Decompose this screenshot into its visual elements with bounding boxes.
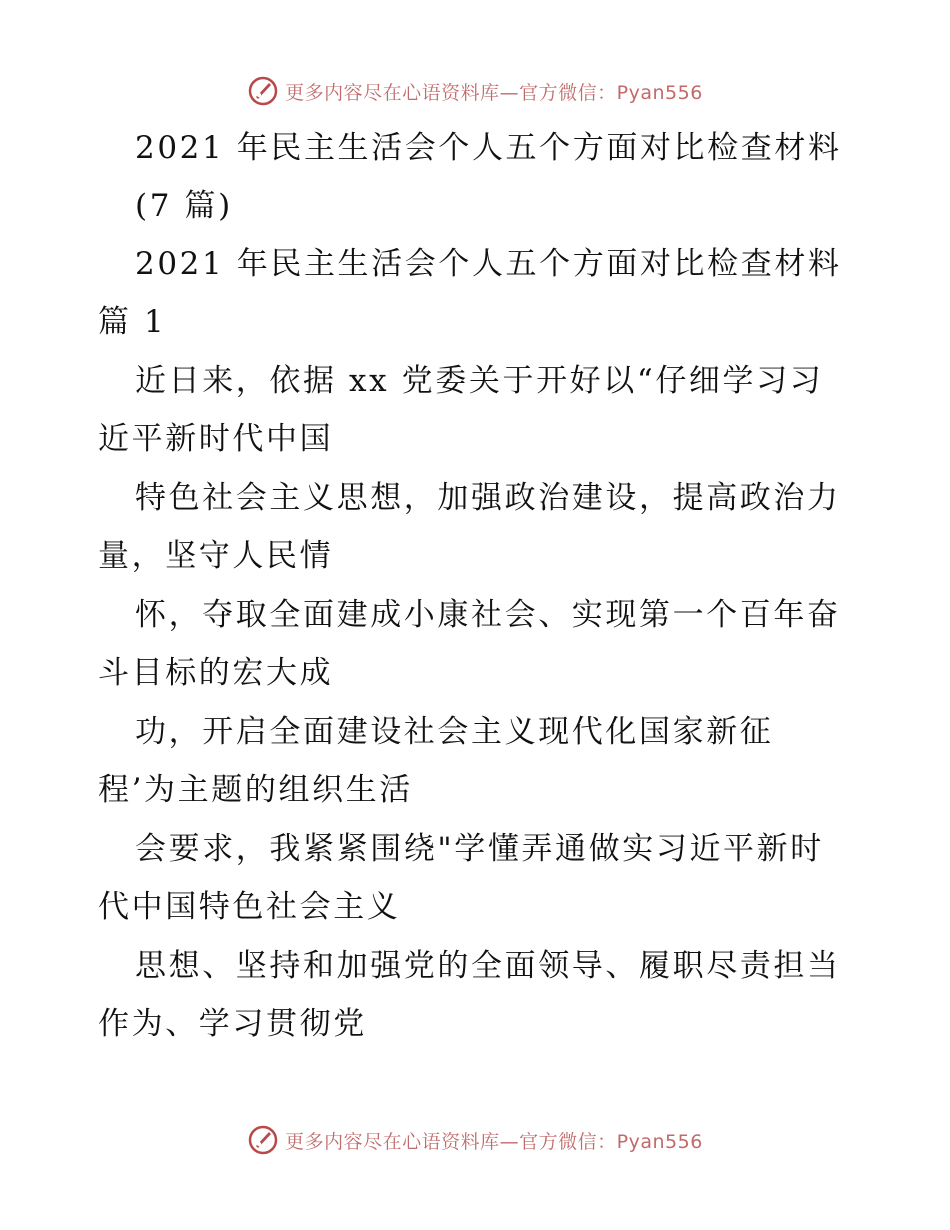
quill-seal-icon [247,1124,279,1156]
watermark-text: 更多内容尽在心语资料库—官方微信：Pyan556 [285,81,703,104]
paragraph-line: 特色社会主义思想，加强政治建设，提高政治力 [135,480,841,516]
watermark-text: 更多内容尽在心语资料库—官方微信：Pyan556 [285,1130,703,1153]
paragraph-line: 思想、坚持和加强党的全面领导、履职尽责担当 [135,948,841,984]
section-title-line-2: 篇 1 [98,304,167,340]
paragraph-line: 作为、学习贯彻党 [98,1006,367,1042]
paragraph-line: 功，开启全面建设社会主义现代化国家新征 [135,714,774,750]
paragraph-line: 近日来，依据 xx 党委关于开好以“仔细学习习 [135,363,824,399]
footer-watermark [0,1120,950,1160]
paragraph-line: 代中国特色社会主义 [98,889,401,925]
paragraph-line: 程’为主题的组织生活 [98,772,413,808]
doc-title-line-1: 2021 年民主生活会个人五个方面对比检查材料 [135,130,842,166]
paragraph-line: 量，坚守人民情 [98,538,334,574]
paragraph-line: 怀，夺取全面建成小康社会、实现第一个百年奋 [135,597,841,633]
paragraph-line: 近平新时代中国 [98,421,334,457]
paragraph-line: 斗目标的宏大成 [98,655,334,691]
paragraph-line: 会要求，我紧紧围绕"学懂弄通做实习近平新时 [135,831,824,867]
section-title-line-1: 2021 年民主生活会个人五个方面对比检查材料 [135,246,842,282]
doc-title-line-2: (7 篇) [135,188,233,224]
